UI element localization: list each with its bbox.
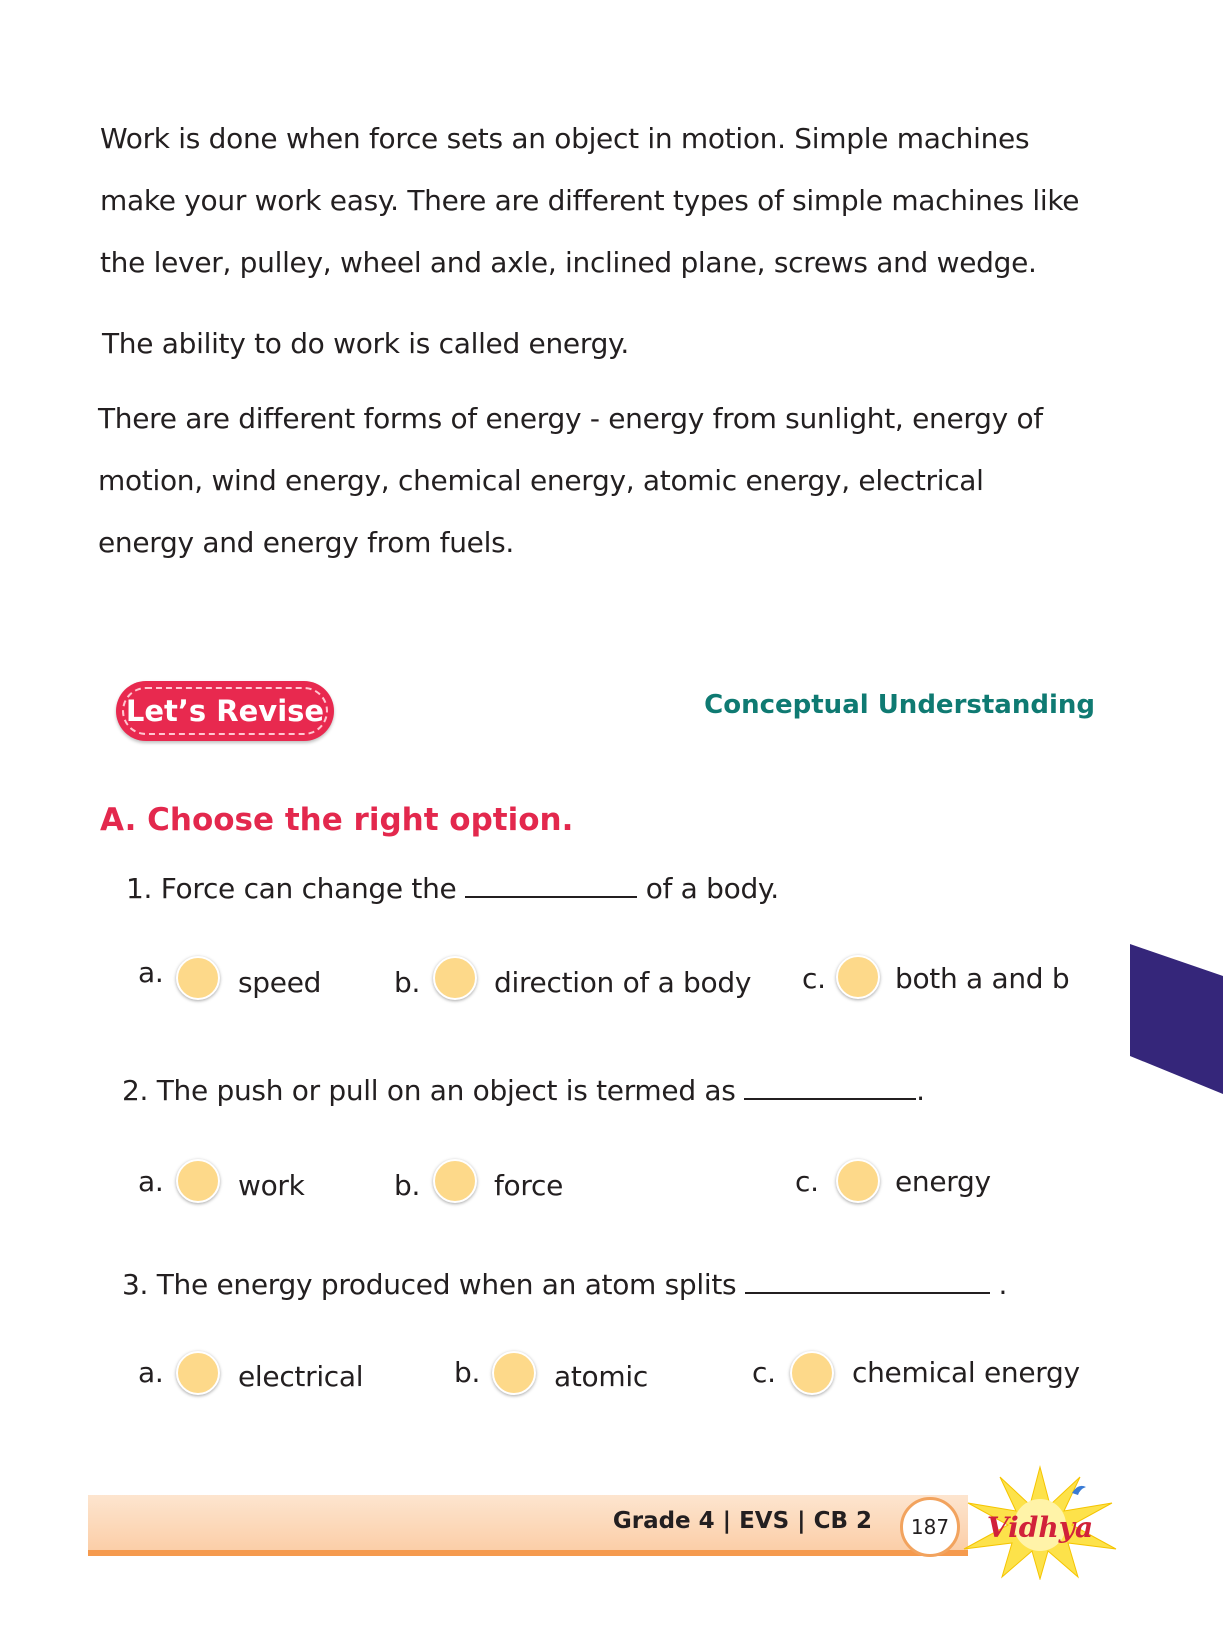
vidhya-logo [960,1465,1120,1580]
option-text: electrical [238,1360,364,1393]
text-line: make your work easy. There are different types of simple machines like [100,184,1080,217]
question-text: 2. The push or pull on an object is termed as [122,1074,736,1107]
text-line: energy and energy from fuels. [98,526,514,559]
category-label: Conceptual Understanding [704,690,1095,720]
lets-revise-badge [116,681,334,741]
option-bubble-q1-a[interactable] [176,956,220,1000]
text-line: Work is done when force sets an object in motion. Simple machines [100,122,1030,155]
question-1 [126,872,779,905]
option-letter: c. [795,1165,819,1198]
option-letter: a. [138,956,164,989]
option-bubble-q3-a[interactable] [176,1351,220,1395]
option-text: atomic [554,1360,648,1393]
side-tab-decoration [1130,944,1223,1094]
question-text: 1. Force can change the [126,872,457,905]
text-line: The ability to do work is called energy. [102,327,629,360]
option-letter: a. [138,1165,164,1198]
option-letter: b. [454,1356,481,1389]
option-text: both a and b [895,962,1070,995]
option-text: speed [238,966,322,999]
option-bubble-q2-a[interactable] [176,1159,220,1203]
lets-revise-label: Let’s Revise [122,687,328,735]
question-text-end: . [916,1074,925,1107]
question-text-end: of a body. [645,872,779,905]
option-letter: a. [138,1356,164,1389]
section-title: A. Choose the right option. [100,802,574,838]
option-text: direction of a body [494,966,752,999]
logo-text: Vidhya [986,1511,1094,1544]
intro-paragraph-work [100,108,1100,294]
intro-paragraph-energy-definition [102,313,1102,375]
question-text-end: . [998,1268,1008,1301]
option-bubble-q1-b[interactable] [433,956,477,1000]
option-bubble-q3-c[interactable] [790,1351,834,1395]
answer-blank [745,1268,990,1294]
question-3 [122,1268,1007,1301]
option-text: work [238,1169,305,1202]
answer-blank [744,1074,916,1100]
option-text: chemical energy [852,1356,1080,1389]
option-letter: c. [752,1356,776,1389]
option-bubble-q2-b[interactable] [433,1159,477,1203]
text-line: motion, wind energy, chemical energy, atomic energy, electrical [98,464,984,497]
page-number: 187 [900,1497,960,1557]
option-bubble-q2-c[interactable] [836,1159,880,1203]
text-line: the lever, pulley, wheel and axle, inclined plane, screws and wedge. [100,246,1037,279]
footer-line [88,1550,968,1556]
option-letter: b. [394,966,421,999]
option-bubble-q1-c[interactable] [836,955,880,999]
footer-label: Grade 4 | EVS | CB 2 [612,1508,872,1534]
option-letter: b. [394,1169,421,1202]
text-line: There are different forms of energy - energy from sunlight, energy of [98,402,1043,435]
option-text: energy [895,1165,991,1198]
answer-blank [465,872,637,898]
intro-paragraph-energy-forms [98,388,1098,574]
question-2 [122,1074,925,1107]
option-bubble-q3-b[interactable] [492,1351,536,1395]
option-letter: c. [802,962,826,995]
question-text: 3. The energy produced when an atom splits [122,1268,737,1301]
option-text: force [494,1169,564,1202]
